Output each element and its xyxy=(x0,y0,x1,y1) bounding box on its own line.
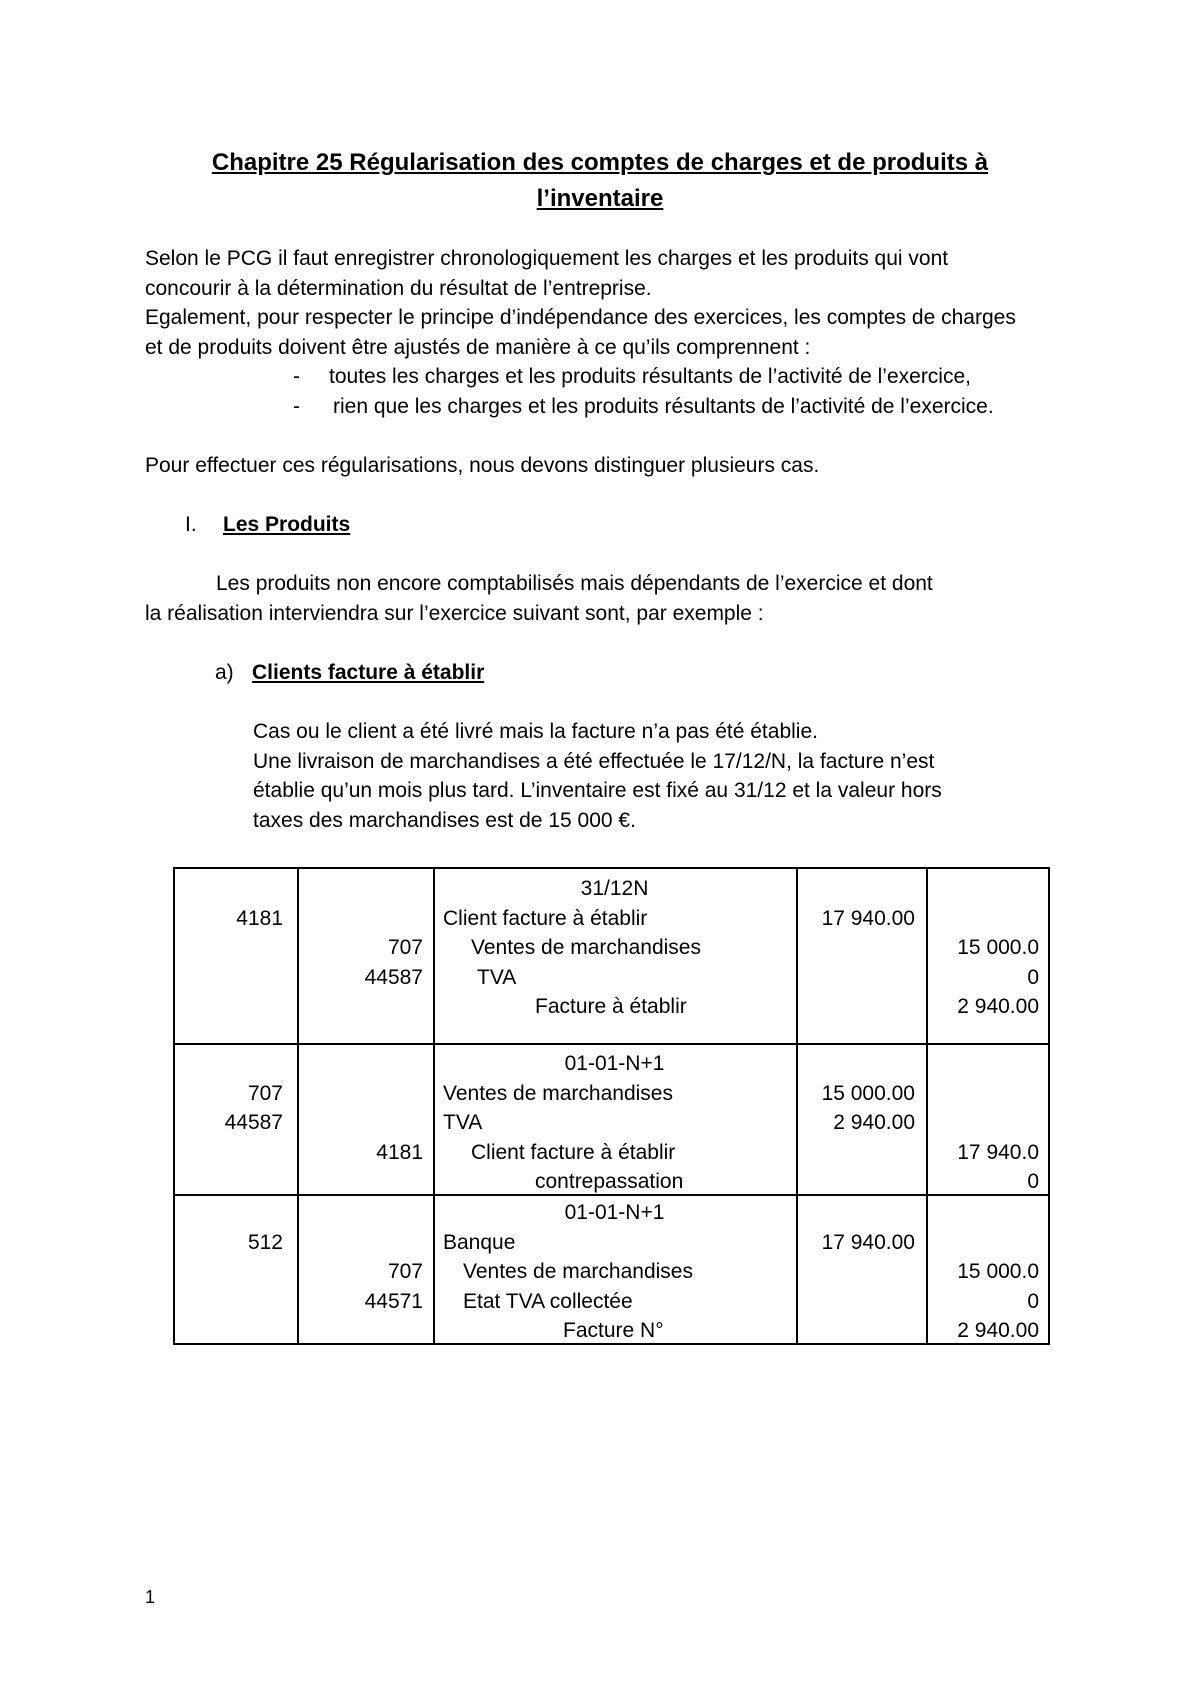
section-number: I. xyxy=(185,513,197,536)
debit-account: 44587 xyxy=(224,1111,283,1134)
bullet-text: rien que les charges et les produits résultants de l’activité de l’exercice. xyxy=(333,395,994,418)
example-line: taxes des marchandises est de 15 000 €. xyxy=(253,808,636,832)
credit-account: 707 xyxy=(387,936,423,959)
entry-label: Ventes de marchandises xyxy=(471,936,701,959)
debit-amount: 17 940.00 xyxy=(821,906,915,930)
entry-label: Etat TVA collectée xyxy=(463,1289,633,1313)
credit-amount: 2 940.00 xyxy=(957,995,1039,1018)
section-line: la réalisation interviendra sur l’exercice suivant sont, par exemple : xyxy=(145,601,764,625)
entry-date: 01-01-N+1 xyxy=(564,1201,665,1224)
entry-label: Facture à établir xyxy=(535,995,687,1018)
debit-account: 4181 xyxy=(236,906,283,930)
entry-label: Banque xyxy=(443,1230,516,1254)
bullet-item xyxy=(293,392,994,422)
table-row-divider xyxy=(175,1043,1048,1045)
intro-line: concourir à la détermination du résultat de l’entreprise. xyxy=(145,276,652,300)
intro-line: et de produits doivent être ajustés de manière à ce qu’ils comprennent : xyxy=(145,335,811,359)
entry-label: Client facture à établir xyxy=(443,906,648,930)
subsection-title: Clients facture à établir xyxy=(252,661,485,684)
entry-label: contrepassation xyxy=(535,1170,684,1193)
section-line: Les produits non encore comptabilisés mais dépendants de l’exercice et dont xyxy=(216,572,933,595)
credit-amount: 0 xyxy=(1027,1289,1039,1313)
closing-paragraph xyxy=(145,451,1105,481)
entry-label: Facture N° xyxy=(563,1319,664,1342)
debit-account: 707 xyxy=(247,1081,283,1105)
intro-line: Egalement, pour respecter le principe d’indépendance des exercices, les comptes de charges xyxy=(145,306,1016,329)
debit-amount: 2 940.00 xyxy=(833,1111,915,1134)
credit-account: 44587 xyxy=(364,965,423,989)
example-line: établie qu’un mois plus tard. L’inventaire est fixé au 31/12 et la valeur hors xyxy=(253,779,942,802)
example-paragraph xyxy=(253,717,1103,835)
credit-amount: 17 940.0 xyxy=(957,1140,1039,1164)
page-title-line-1: Chapitre 25 Régularisation des comptes de charges et de produits à xyxy=(211,149,989,176)
debit-amount: 15 000.00 xyxy=(821,1081,915,1105)
bullet-marker: - xyxy=(293,395,300,418)
bullet-marker: - xyxy=(293,365,300,388)
page-number: 1 xyxy=(145,1587,156,1607)
credit-account: 44571 xyxy=(364,1289,423,1313)
entry-label: TVA xyxy=(443,1111,483,1134)
bullet-text: toutes les charges et les produits résultants de l’activité de l’exercice, xyxy=(329,365,971,388)
credit-amount: 15 000.0 xyxy=(957,1260,1039,1283)
credit-amount: 2 940.00 xyxy=(957,1319,1039,1342)
credit-account: 4181 xyxy=(376,1140,423,1164)
debit-account: 512 xyxy=(247,1230,283,1254)
table-column-divider xyxy=(433,869,435,1343)
entry-label: Client facture à établir xyxy=(471,1140,676,1164)
intro-line: Selon le PCG il faut enregistrer chronologiquement les charges et les produits qui vont xyxy=(145,247,949,270)
page-title-line-2: l’inventaire xyxy=(536,185,664,212)
closing-line: Pour effectuer ces régularisations, nous devons distinguer plusieurs cas. xyxy=(145,454,820,477)
credit-account: 707 xyxy=(387,1260,423,1283)
credit-amount: 0 xyxy=(1027,1170,1039,1193)
intro-paragraph xyxy=(145,244,1105,362)
entry-label: Ventes de marchandises xyxy=(463,1260,693,1283)
entry-date: 31/12N xyxy=(580,877,649,900)
example-line: Une livraison de marchandises a été effectuée le 17/12/N, la facture n’est xyxy=(253,749,935,773)
bullet-item xyxy=(293,362,971,392)
section-title: Les Produits xyxy=(223,513,351,536)
subsection-heading-clients xyxy=(215,658,484,688)
example-line: Cas ou le client a été livré mais la facture n’a pas été établie. xyxy=(253,720,818,743)
entry-label: Ventes de marchandises xyxy=(443,1081,673,1105)
debit-amount: 17 940.00 xyxy=(821,1230,915,1254)
credit-amount: 15 000.0 xyxy=(957,936,1039,959)
entry-label: TVA xyxy=(477,965,517,989)
credit-amount: 0 xyxy=(1027,965,1039,989)
journal-table xyxy=(173,867,1050,1345)
section-heading-produits xyxy=(185,510,350,540)
entry-date: 01-01-N+1 xyxy=(564,1052,665,1075)
subsection-letter: a) xyxy=(215,661,234,684)
section-paragraph xyxy=(145,569,1105,628)
